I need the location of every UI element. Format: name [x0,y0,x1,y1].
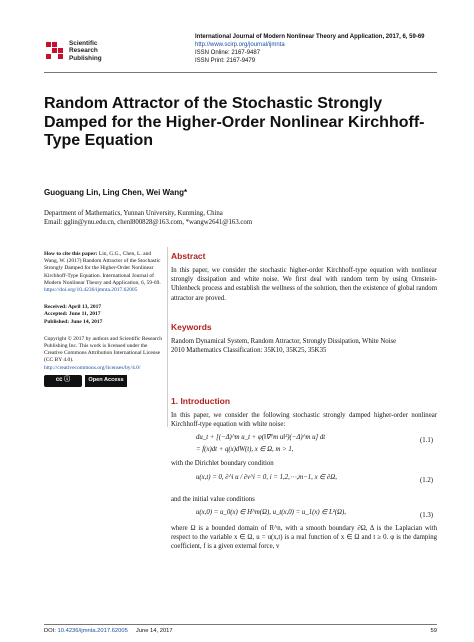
logo-line-2: Research [69,47,98,55]
eq3-expression: u(x,0) = u_0(x) ∈ H^m(Ω), u_t(x,0) = u_1(x) ∈ L²(Ω), [196,508,346,516]
introduction-heading: 1. Introduction [171,396,231,406]
intro-paragraph-2: with the Dirichlet boundary condition [171,460,274,468]
equation-1-1 [171,429,437,459]
publisher-name [69,40,102,62]
copyright-block [44,336,162,372]
cite-label: How to cite this paper: [44,251,98,257]
eq1-line-1: du_t + [(−Δ)^m u_t + φ(‖∇^m u‖²)(−Δ)^m u] dt [196,434,326,442]
authors: Guoguang Lin, Ling Chen, Wei Wang* [44,188,188,197]
eq2-number: (1.2) [419,476,433,484]
dates-block [44,304,162,326]
issn-online: ISSN Online: 2167-9487 [195,50,261,56]
equation-1-2 [171,469,437,495]
logo-line-1: Scientific [69,40,98,47]
paper-title: Random Attractor of the Stochastic Strongly Damped for the Higher-Order Nonlinear Kirchhoff-Type Equation [44,95,425,149]
header-divider [44,72,437,73]
license-badges [44,375,162,387]
column-divider [167,247,168,427]
equation-1-3 [171,504,437,524]
math-classification: 2010 Mathematics Classification: 35K10, 35K25, 35K35 [171,347,327,355]
cite-text: Lin, G.G., Chen, L. and Wang, W. (2017) Random Attractor of the Stochastic Strongly Damped for the Higher-Order Nonlinear Kirchhoff-Type Equation. International Journal of Modern Nonlinear Theory and Application, 6, 59-69. [44,251,161,286]
affiliation-block [44,209,252,227]
emails: Email: gglin@ynu.edu.cn, chenl800828@163.com, *wangw2641@163.com [44,219,253,226]
license-link[interactable]: http://creativecommons.org/licenses/by/4.0/ [44,364,141,371]
publisher-logo [44,40,124,62]
journal-info [195,33,435,65]
accepted-date: Accepted: June 11, 2017 [44,311,101,318]
cite-doi-link[interactable]: https://doi.org/10.4236/ijmnta.2017.62005 [44,287,138,294]
journal-citation: International Journal of Modern Nonlinear Theory and Application, 2017, 6, 59-69 [195,34,425,40]
received-date: Received: April 13, 2017 [44,304,102,311]
journal-url[interactable]: http://www.scirp.org/journal/ijmnta [195,42,285,48]
abstract-text: In this paper, we consider the stochastic higher-order Kirchhoff-type equation with nonlinear strongly dissipation and white noise. We first deal with random term by using Ornstein-Uhlenbeck process and establish the wellness of the solution, then the existence of global random attractor are proved. [171,267,437,302]
keywords-text: Random Dynamical System, Random Attractor, Strongly Dissipation, White Noise [171,338,397,345]
abstract-heading: Abstract [171,251,206,261]
issn-print: ISSN Print: 2167-9479 [195,58,256,64]
introduction-section [171,396,437,551]
eq2-expression: u(x,t) = 0, ∂^i u / ∂ν^i = 0, i = 1,2,⋯,m−1, x ∈ ∂Ω, [196,473,337,481]
page-number: 59 [430,628,437,634]
eq1-number: (1.1) [419,437,433,445]
footer-doi-link[interactable]: 10.4236/ijmnta.2017.62005 [57,628,128,634]
intro-paragraph-1: In this paper, we consider the following stochastic strongly damped higher-order nonlinear Kirchhoff-type equation with white noise: [171,412,437,429]
eq3-number: (1.3) [419,511,433,519]
citation-block [44,251,162,294]
copyright-text: Copyright © 2017 by authors and Scientific Research Publishing Inc. This work is licensed under the Creative Commons Attribution International License (CC BY 4.0). [44,335,162,364]
footer-divider [44,624,437,625]
abstract-section [171,251,437,303]
footer-date: June 14, 2017 [135,628,173,634]
page-header [0,0,474,72]
keywords-section [171,322,437,355]
intro-paragraph-4: where Ω is a bounded domain of R^n, with a smooth boundary ∂Ω, Δ is the Laplacian with respect to the variable x ∈ Ω, u = u(x,t) is a real function of x ∈ Ω and t ≥ 0. φ is the damping coefficient, f is a given external force, v [171,524,437,551]
intro-paragraph-3: and the initial value conditions [171,495,255,503]
scirp-logo-icon [44,40,66,62]
article-sidebar [44,251,162,387]
eq1-line-2: = f(x)dt + q(x)dW(t), x ∈ Ω, m > 1, [196,446,294,454]
page-footer [44,628,173,634]
published-date: Published: June 14, 2017 [44,318,103,325]
keywords-heading: Keywords [171,322,212,332]
cc-by-icon[interactable]: cc ⓘ [44,375,82,387]
affiliation: Department of Mathematics, Yunnan University, Kunming, China [44,210,223,217]
doi-label: DOI: [44,628,56,634]
open-access-icon: Open Access [85,375,127,387]
logo-line-3: Publishing [69,54,102,62]
